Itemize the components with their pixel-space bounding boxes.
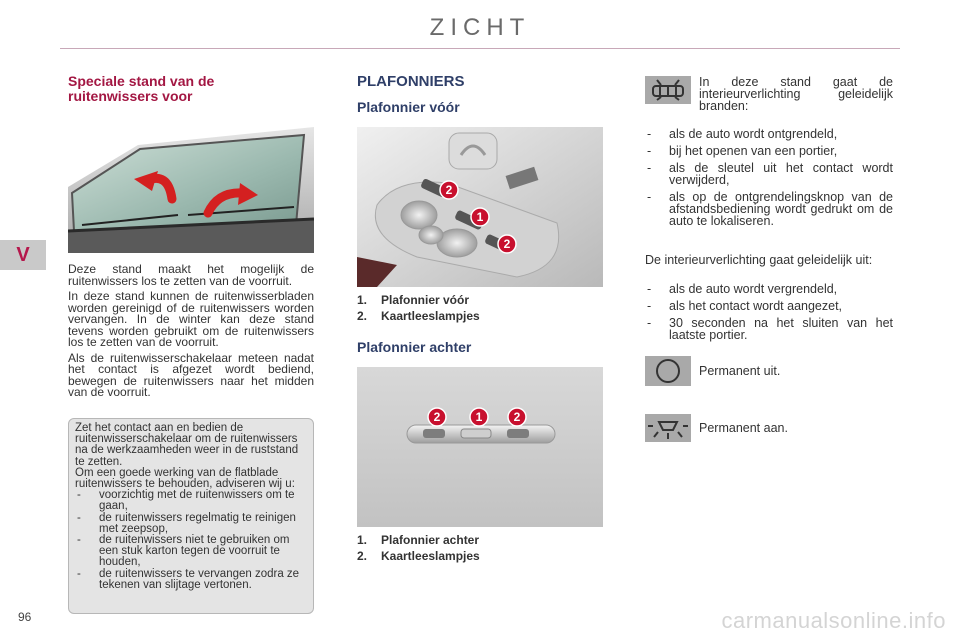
fade-off-item: - 30 seconden na het sluiten van het laatste portier. [645, 317, 893, 341]
windscreen-image [68, 127, 314, 253]
callout-number: 2 [513, 410, 521, 424]
note-item: - de ruitenwissers te vervangen zodra ze tekenen van slijtage vertonen. [75, 569, 307, 591]
note-line-2: Om een goede werking van de flatblade ruitenwissers te behouden, adviseren wij u: [75, 466, 295, 491]
fade-on-item: - als op de ontgrendelingsknop van de afstandsbediening wordt gedrukt om de auto te lokaliseren. [645, 191, 893, 227]
note-line-1: Zet het contact aan en bedien de ruitenwisserschakelaar om de ruitenwissers na de werkzaamheden weer in de ruststand te zetten. [75, 422, 299, 468]
wiper-paragraph-1: Deze stand maakt het mogelijk de ruitenwissers los te zetten van de voorruit. [68, 262, 314, 288]
page-title: ZICHT [429, 14, 531, 41]
wiper-description [68, 264, 314, 403]
rear-callout-1 [469, 407, 489, 432]
front-legend [357, 292, 603, 324]
legend-item: 2. Kaartleeslampjes [357, 309, 480, 323]
rear-callout-2-right [507, 407, 527, 432]
fade-on-list [645, 128, 893, 232]
wiper-heading-line-2: ruitenwissers voor [68, 88, 193, 104]
page-number: 96 [18, 610, 32, 624]
permanent-on-label: Permanent aan. [699, 421, 788, 435]
lamp-on-icon [645, 414, 691, 442]
legend-item: 1. Plafonnier achter [357, 533, 480, 547]
fade-on-item: - bij het openen van een portier, [645, 145, 893, 157]
note-item: - de ruitenwissers regelmatig te reinigen met zeepsop, [75, 513, 307, 535]
wiper-heading-line-1: Speciale stand van de [68, 73, 215, 89]
note-item: - de ruitenwissers niet te gebruiken om een stuk karton tegen de voorruit te houden, [75, 535, 307, 569]
rear-ceiling-light-image [357, 367, 603, 527]
rear-light-subheading: Plafonnier achter [357, 339, 472, 355]
permanent-off-label: Permanent uit. [699, 364, 781, 378]
fade-on-item: - als de sleutel uit het contact wordt verwijderd, [645, 162, 893, 186]
note-list [75, 490, 307, 591]
fade-off-item: - als het contact wordt aangezet, [645, 300, 893, 312]
plafonniers-heading: PLAFONNIERS [357, 73, 465, 90]
rear-callout-2-left [427, 407, 447, 432]
watermark: carmanualsonline.info [721, 608, 946, 633]
wiper-paragraph-2: In deze stand kunnen de ruitenwisserbladen worden gereinigd of de ruitenwissers worden vervangen. In de winter kan deze stand tevens worden gebruikt om de ruitenwissers los te zetten van de voorruit. [68, 289, 314, 349]
chapter-tab: V [0, 240, 46, 270]
door-mode-description: In deze stand gaat de interieurverlichting geleidelijk branden: [699, 75, 893, 113]
wiper-note-box [68, 418, 314, 614]
wiper-section-heading [68, 74, 318, 104]
wiper-paragraph-3: Als de ruitenwisserschakelaar meteen nadat het contact is afgezet wordt bediend, bewegen de ruitenwissers naar het midden van de voorruit. [68, 350, 314, 399]
callout-number: 2 [503, 237, 511, 251]
legend-item: 2. Kaartleeslampjes [357, 549, 480, 563]
front-callout-2-right [497, 234, 517, 259]
rear-legend [357, 532, 603, 564]
callout-number: 2 [433, 410, 441, 424]
fade-off-list [645, 283, 893, 346]
lamp-off-icon [645, 356, 691, 386]
callout-number: 2 [445, 183, 453, 197]
door-mode-icon [645, 76, 691, 104]
front-light-subheading: Plafonnier vóór [357, 99, 460, 115]
front-ceiling-light-image [357, 127, 603, 287]
fade-on-item: - als de auto wordt ontgrendeld, [645, 128, 893, 140]
fade-off-item: - als de auto wordt vergrendeld, [645, 283, 893, 295]
front-callout-2-left [439, 180, 459, 205]
callout-number: 1 [476, 210, 484, 224]
note-item: - voorzichtig met de ruitenwissers om te gaan, [75, 490, 307, 512]
callout-number: 1 [475, 410, 483, 424]
fade-off-intro: De interieurverlichting gaat geleidelijk uit: [645, 253, 873, 267]
front-callout-1 [470, 207, 490, 232]
title-divider [60, 48, 900, 49]
legend-item: 1. Plafonnier vóór [357, 293, 470, 307]
